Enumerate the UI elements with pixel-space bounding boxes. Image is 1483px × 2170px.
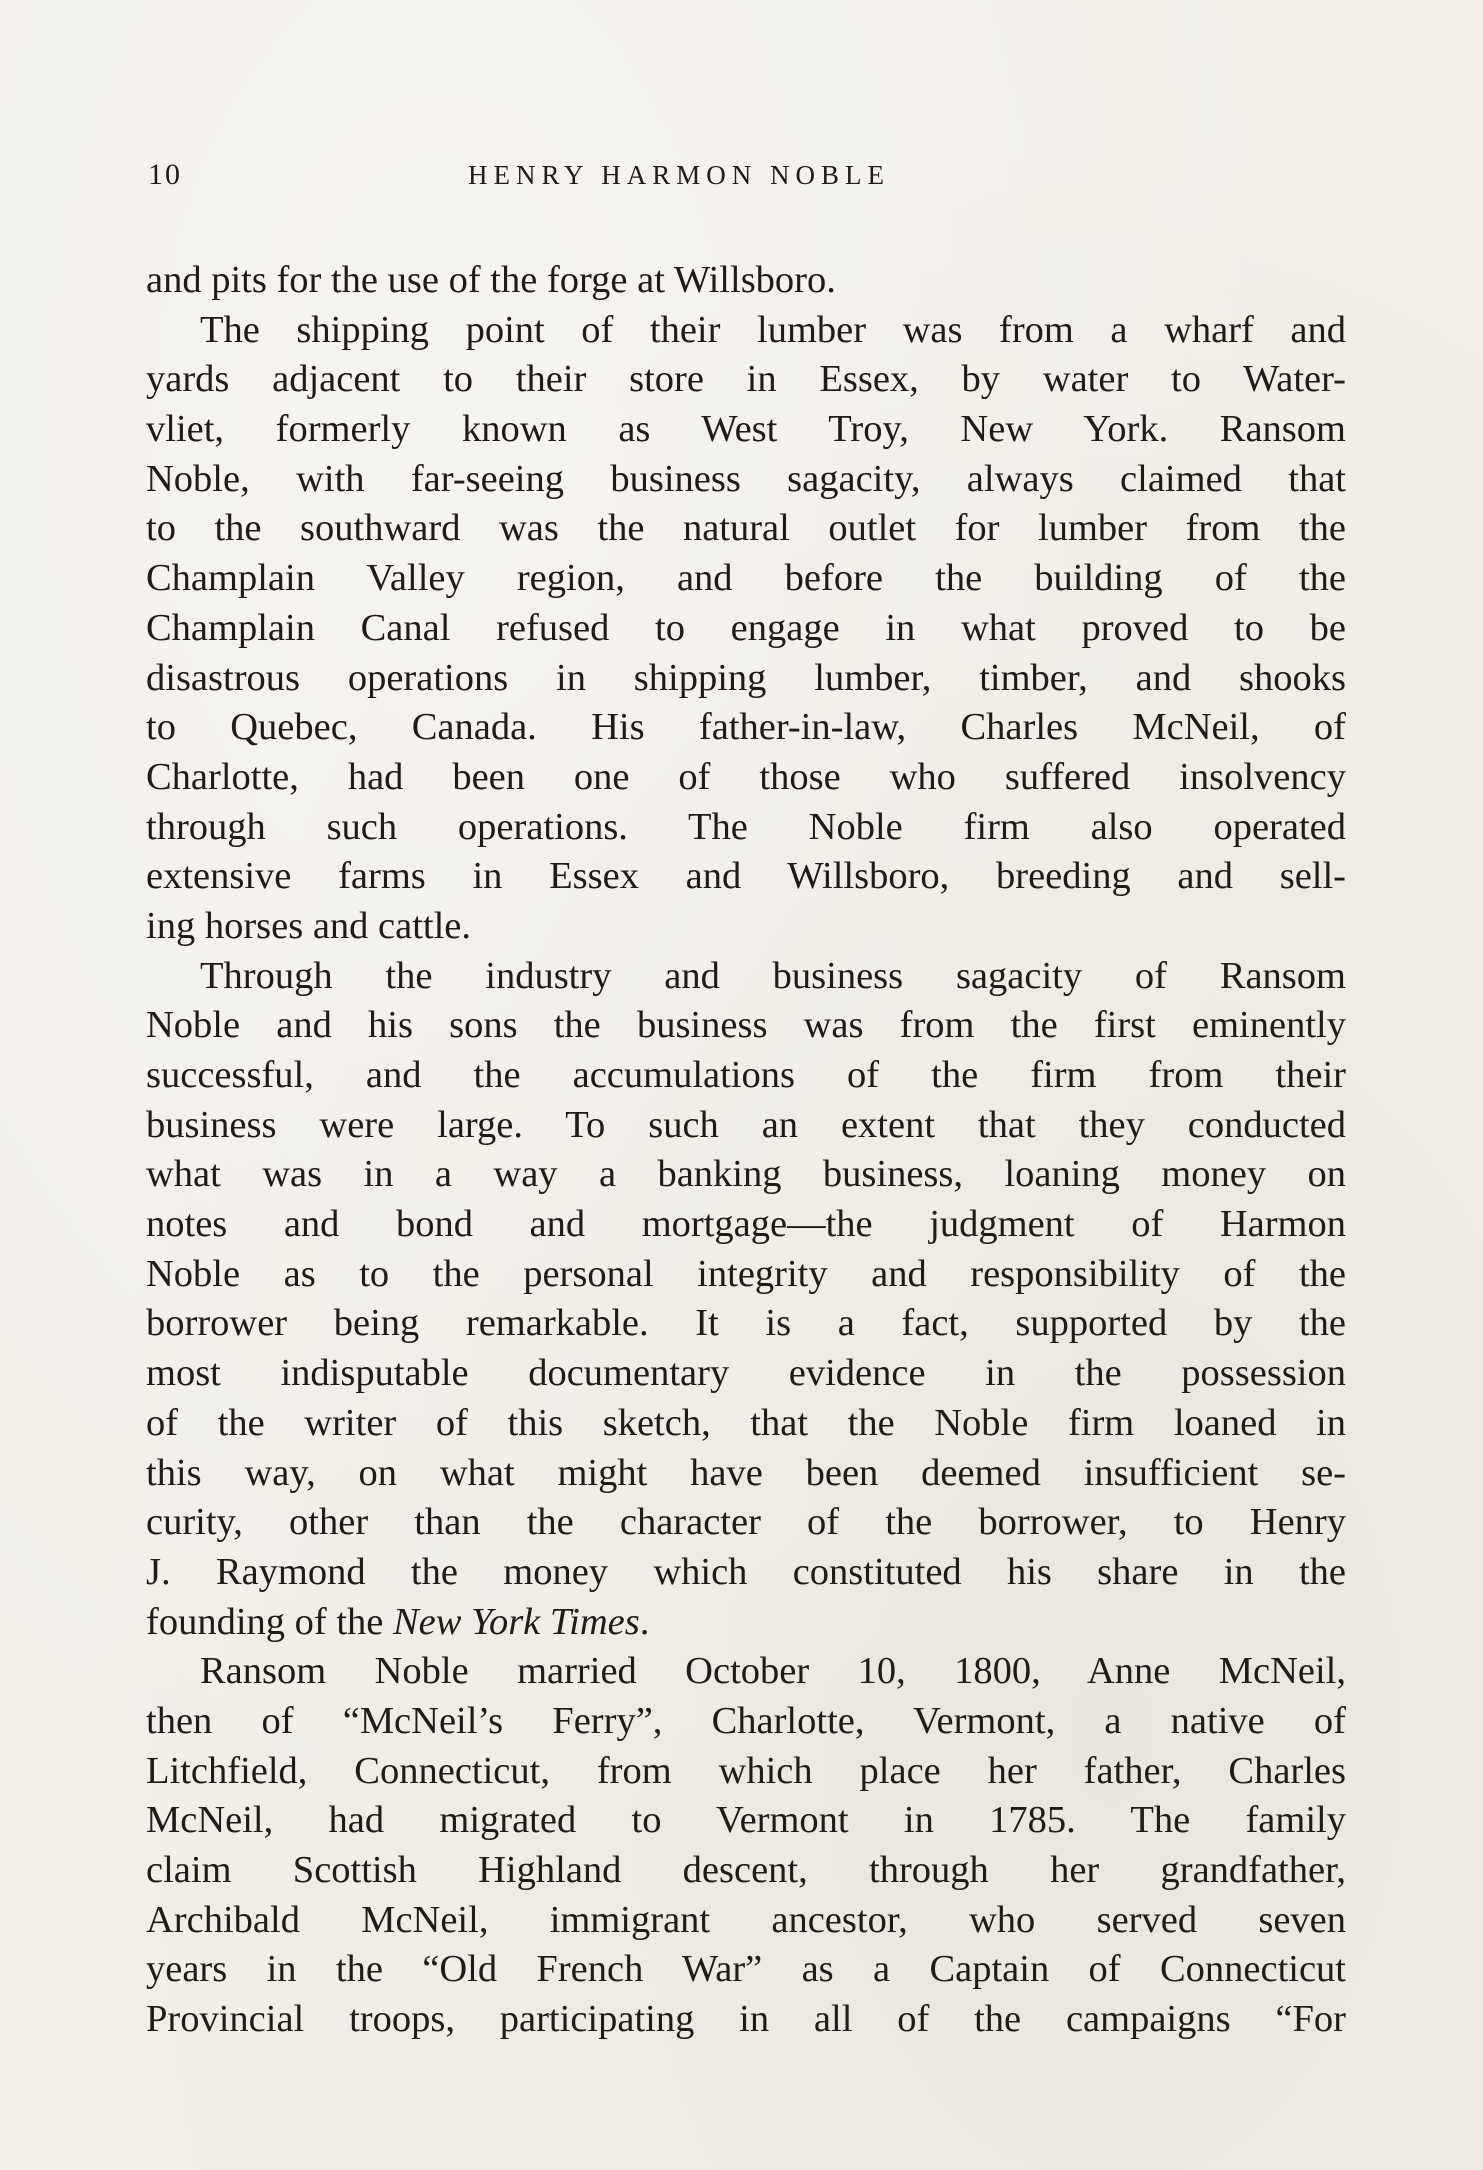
text-line: Archibald McNeil, immigrant ancestor, who served seven	[146, 1898, 1346, 1941]
running-title: HENRY HARMON NOBLE	[468, 160, 891, 190]
text-line: ing horses and cattle.	[146, 904, 472, 947]
text-line: what was in a way a banking business, loaning money on	[146, 1153, 1346, 1196]
text-segment: .	[639, 1600, 650, 1643]
text-line: to the southward was the natural outlet for lumber from the	[146, 507, 1346, 550]
page-number: 10	[148, 158, 182, 191]
text-line: of the writer of this sketch, that the Noble firm loaned in	[146, 1401, 1346, 1444]
text-line: then of “McNeil’s Ferry”, Charlotte, Vermont, a native of	[146, 1699, 1346, 1742]
text-line: Champlain Valley region, and before the building of the	[146, 557, 1346, 600]
text-line: curity, other than the character of the borrower, to Henry	[146, 1501, 1346, 1544]
text-line: Noble and his sons the business was from the first eminently	[146, 1004, 1346, 1047]
text-line: to Quebec, Canada. His father-in-law, Charles McNeil, of	[146, 706, 1346, 749]
text-line: notes and bond and mortgage—the judgment of Harmon	[146, 1203, 1346, 1246]
text-line: vliet, formerly known as West Troy, New York. Ransom	[146, 408, 1346, 451]
text-line: The shipping point of their lumber was from a wharf and	[200, 308, 1346, 351]
text-line: borrower being remarkable. It is a fact, supported by the	[146, 1302, 1346, 1345]
running-head	[148, 158, 1348, 198]
text-line: Noble, with far-seeing business sagacity, always claimed that	[146, 457, 1346, 500]
text-line: Ransom Noble married October 10, 1800, Anne McNeil,	[200, 1650, 1346, 1693]
text-line: yards adjacent to their store in Essex, by water to Water-	[146, 358, 1346, 401]
text-line: most indisputable documentary evidence in the possession	[146, 1352, 1346, 1395]
text-line: McNeil, had migrated to Vermont in 1785. The family	[146, 1799, 1346, 1842]
text-line: claim Scottish Highland descent, through her grandfather,	[146, 1849, 1346, 1891]
text-line: disastrous operations in shipping lumber, timber, and shooks	[146, 656, 1346, 699]
text-line	[146, 1598, 1346, 1648]
text-line: Champlain Canal refused to engage in what proved to be	[146, 606, 1346, 649]
text-line: years in the “Old French War” as a Captain of Connecticut	[146, 1948, 1346, 1991]
text-segment: founding of the	[146, 1600, 393, 1643]
text-line: through such operations. The Noble firm also operated	[146, 805, 1346, 848]
italic-title: New York Times	[393, 1600, 640, 1643]
text-line: J. Raymond the money which constituted his share in the	[146, 1550, 1346, 1593]
text-line: Litchfield, Connecticut, from which place her father, Charles	[146, 1749, 1346, 1792]
text-line: Charlotte, had been one of those who suffered insolvency	[146, 755, 1346, 798]
text-line: Through the industry and business sagacity of Ransom	[200, 954, 1346, 997]
text-line: Noble as to the personal integrity and responsibility of the	[146, 1252, 1346, 1295]
body-text	[146, 256, 1346, 2045]
text-line: Provincial troops, participating in all of the campaigns “For	[146, 1998, 1346, 2041]
text-line: this way, on what might have been deemed insufficient se-	[146, 1451, 1346, 1494]
text-line: and pits for the use of the forge at Willsboro.	[146, 259, 836, 301]
text-line: successful, and the accumulations of the firm from their	[146, 1054, 1346, 1096]
text-line: business were large. To such an extent that they conducted	[146, 1103, 1346, 1146]
text-line: extensive farms in Essex and Willsboro, breeding and sell-	[146, 855, 1346, 898]
